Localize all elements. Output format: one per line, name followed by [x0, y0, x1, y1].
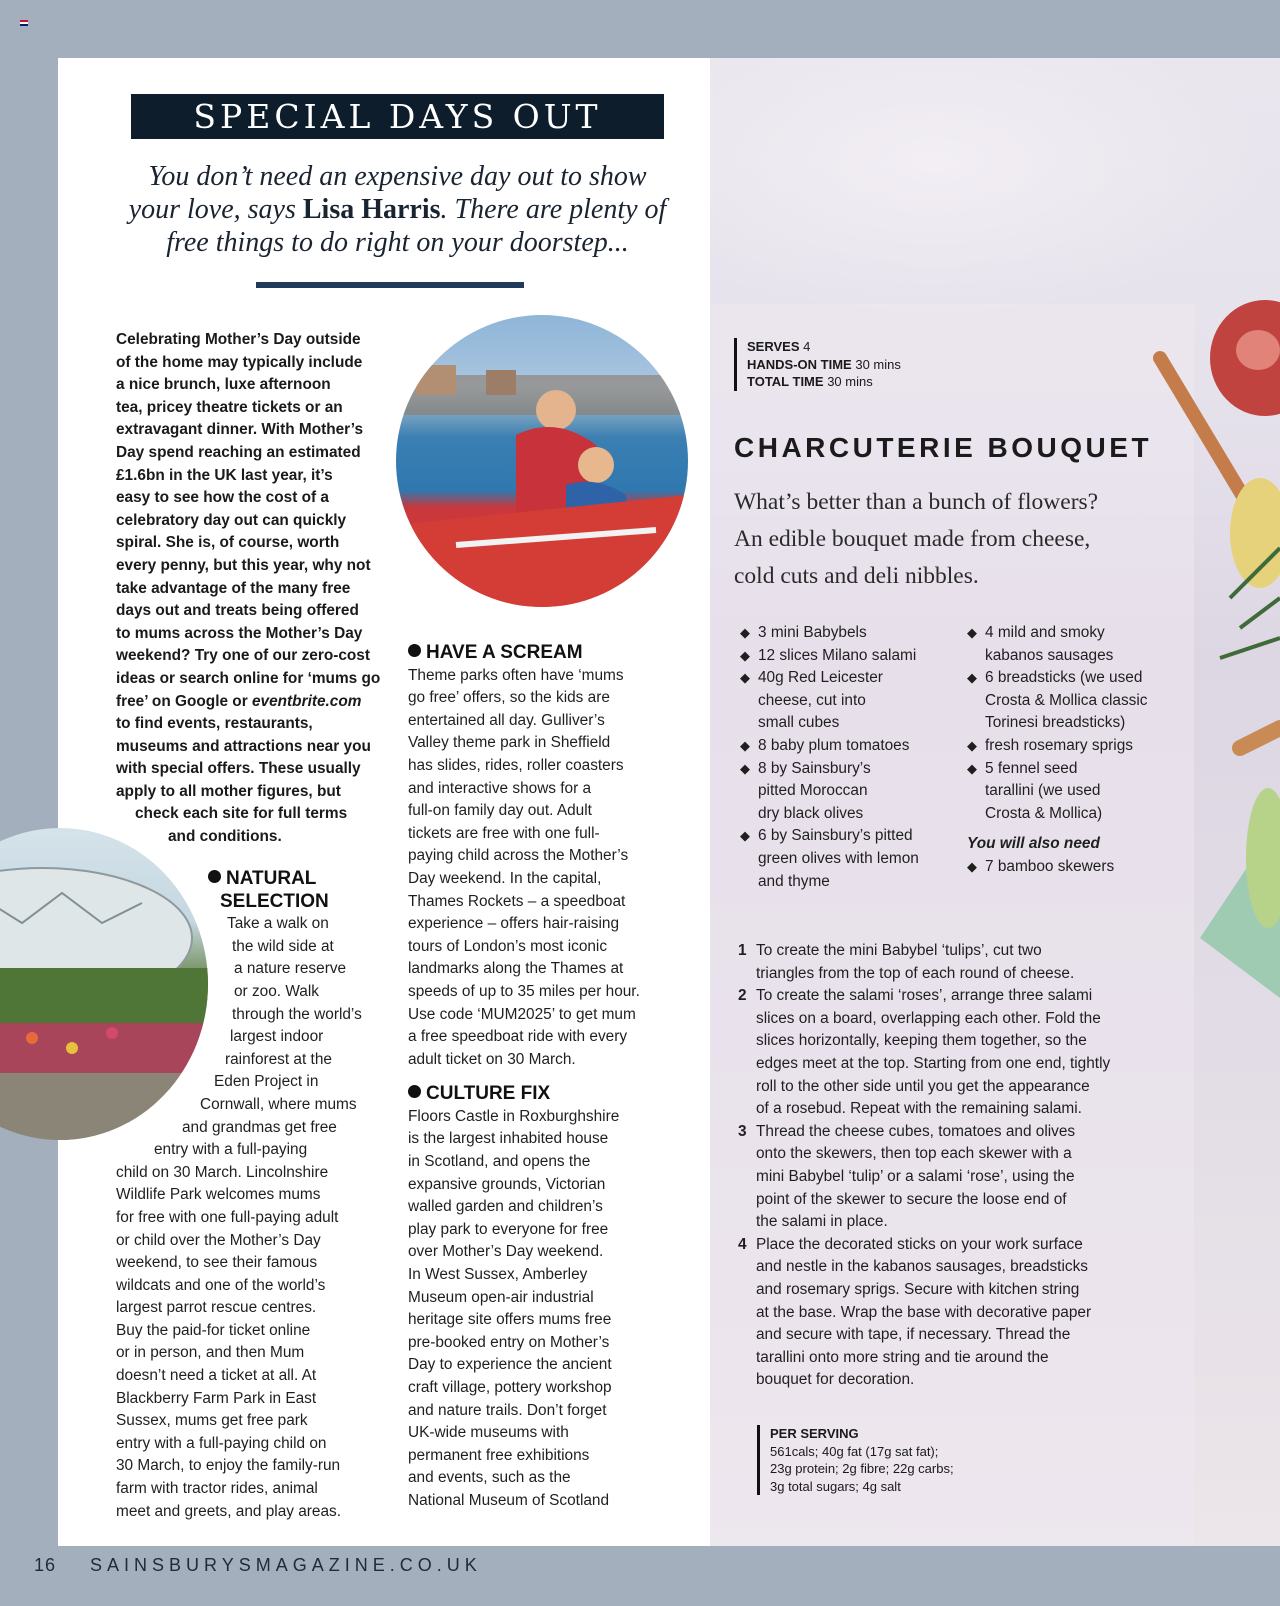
method-step: 3 Thread the cheese cubes, tomatoes and olives onto the skewers, then top each skewer with a mini Babybel ‘tulip’ or a salami ‘rose’, using the point of the skewer to secure the loose end of the salami in place. [738, 1122, 1076, 1231]
ingredient-item: ◆ fresh rosemary sprigs [967, 735, 1177, 758]
method-list [738, 940, 1168, 1392]
ingredient-item: ◆ 5 fennel seed tarallini (we used Crosta & Mollica) [967, 758, 1177, 826]
have-a-scream-heading: HAVE A SCREAM [408, 642, 678, 665]
ingredient-item: ◆ 7 bamboo skewers [967, 856, 1177, 879]
flag-icon [20, 20, 28, 26]
culture-fix-heading: CULTURE FIX [408, 1083, 678, 1106]
method-step: 1 To create the mini Babybel ‘tulips’, cut two triangles from the top of each round of cheese. [738, 942, 1075, 982]
page-title-banner: SPECIAL DAYS OUT [131, 94, 664, 139]
page-number: 16 [34, 1555, 57, 1575]
ingredients-list-1 [740, 622, 960, 893]
site-url[interactable]: SAINSBURYSMAGAZINE.CO.UK [90, 1555, 482, 1575]
ingredient-item: ◆ 8 baby plum tomatoes [740, 735, 960, 758]
ingredient-item: ◆ 3 mini Babybels [740, 622, 960, 645]
speedboat-photo [396, 315, 688, 607]
natural-selection-section: NATURAL SELECTION Take a walk on the wild side at a nature reserve or zoo. Walk through the world’s largest indoor rainforest at the Eden Project in Cornwall, where mums and grandmas get free entry with a full-paying child on 30 March. Lincolnshire Wildlife Park welcomes mums for free with one full-paying adult or child over the Mother’s Day weekend, to see their famous wildcats and one of the world’s largest parrot rescue centres. Buy the paid-for ticket online or in person, and then Mum doesn’t need a ticket at all. At Blackberry Farm Park in East Sussex, mums get free park entry with a full-paying child on 30 March, to enjoy the family-run farm with tractor rides, animal meet and greets, and play areas. [116, 868, 362, 1520]
recipe-meta: SERVES 4 HANDS-ON TIME 30 mins TOTAL TIME 30 mins [734, 338, 901, 391]
middle-column: HAVE A SCREAM Theme parks often have ‘mums go free’ offers, so the kids are entertained all day. Gulliver’s Valley theme park in Sheffield has slides, rides, roller coasters and interactive shows for a full-on family day out. Adult tickets are free with one full- paying child across the Mother’s Day weekend. In the capital, Thames Rockets – a speedboat experience – offers hair-raising tours of London’s most iconic landmarks along the Thames at speeds of up to 35 miles per hour. Use code ‘MUM2025’ to get mum a free speedboat ride with every adult ticket on 30 March. CULTURE FIX Floors Castle in Roxburghshire is the largest inhabited house in Scotland, and opens the expansive grounds, Victorian walled garden and children’s play park to everyone for free over Mother’s Day weekend. In West Sussex, Amberley Museum open-air industrial heritage site offers mums free pre-booked entry on Mother’s Day to experience the ancient craft village, pottery workshop and nature trails. Don’t forget UK-wide museums with permanent free exhibitions and events, such as the National Museum of Scotland [408, 642, 678, 1513]
ingredient-item: ◆ 6 by Sainsbury’s pitted green olives with lemon and thyme [740, 825, 960, 893]
author-name: Lisa Harris [302, 194, 441, 225]
also-need-label: You will also need [967, 835, 1100, 853]
ingredient-item: ◆ 12 slices Milano salami [740, 645, 960, 668]
bullet-dot-icon [208, 870, 221, 883]
recipe-intro: What’s better than a bunch of flowers? An edible bouquet made from cheese, cold cuts and deli nibbles. [734, 489, 1099, 589]
bullet-dot-icon [408, 1085, 421, 1098]
ingredient-item: ◆ 8 by Sainsbury’s pitted Moroccan dry black olives [740, 758, 960, 826]
ingredient-item: ◆ 4 mild and smoky kabanos sausages [967, 622, 1177, 667]
ingredient-item: ◆ 40g Red Leicester cheese, cut into small cubes [740, 667, 960, 735]
standfirst: You don’t need an expensive day out to show your love, says Lisa Harris. There are plenty of free things to do right on your doorstep... [128, 161, 667, 258]
ingredient-item: ◆ 6 breadsticks (we used Crosta & Mollica classic Torinesi breadsticks) [967, 667, 1177, 735]
method-step: 2 To create the salami ‘roses’, arrange three salami slices on a board, overlapping each other. Fold the slices horizontally, keeping them together, so the edges meet at the top. Starting from one end, tightly roll to the other side until you get the appearance of a rosebud. Repeat with the remaining salami. [738, 987, 1111, 1118]
nutrition-info: PER SERVING 561cals; 40g fat (17g sat fat); 23g protein; 2g fibre; 22g carbs; 3g total sugars; 4g salt [757, 1425, 954, 1495]
flag-stripe-blue [20, 24, 28, 26]
bullet-dot-icon [408, 644, 421, 657]
intro-paragraph: Celebrating Mother’s Day outside of the home may typically include a nice brunch, luxe afternoon tea, pricey theatre tickets or an extravagant dinner. With Mother’s Day spend reaching an estimated £1.6bn in the UK last year, it’s easy to see how the cost of a celebratory day out can quickly spiral. She is, of course, worth every penny, but this year, why not take advantage of the many free days out and treats being offered to mums across the Mother’s Day weekend? Try one of our zero-cost ideas or search online for ‘mums go free’ on Google or eventbrite.com to find events, restaurants, museums and attractions near you with special offers. These usually apply to all mother figures, but check each site for full terms and conditions. [116, 331, 381, 846]
method-step: 4 Place the decorated sticks on your work surface and nestle in the kabanos sausages, breadsticks and rosemary sprigs. Secure with kitchen string at the base. Wrap the base with decorative paper and secure with tape, if necessary. Thread the tarallini onto more string and tie around the bouquet for decoration. [738, 1235, 1092, 1389]
page-footer [34, 1555, 482, 1576]
recipe-title: CHARCUTERIE BOUQUET [734, 432, 1153, 463]
ingredients-list-2 [967, 622, 1177, 879]
divider-rule [256, 282, 524, 288]
eventbrite-link[interactable]: eventbrite.com [251, 692, 362, 710]
